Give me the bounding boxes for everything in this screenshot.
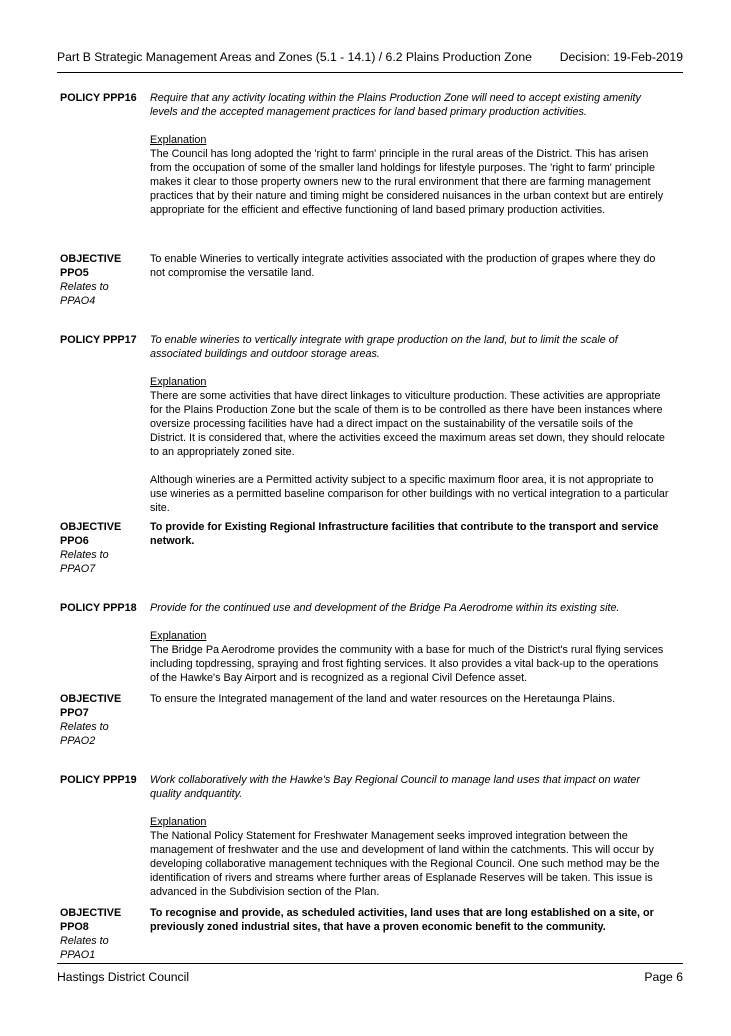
page-footer [57,963,683,990]
objective-ppo7 [60,692,670,747]
policy-text: Provide for the continued use and development of the Bridge Pa Aerodrome within its existing site. [150,602,620,614]
policy-label: POLICY PPP16 [60,92,137,104]
header-title: Part B Strategic Management Areas and Zones (5.1 - 14.1) / 6.2 Plains Production Zone [57,50,532,64]
policy-label: POLICY PPP17 [60,334,137,346]
relates-to-code: PPAO1 [60,949,96,961]
objective-code: PPO6 [60,535,89,547]
relates-to-label: Relates to [60,281,109,293]
relates-to-label: Relates to [60,935,109,947]
policy-label: POLICY PPP19 [60,774,137,786]
explanation-heading: Explanation [150,134,207,146]
explanation-heading: Explanation [150,630,207,642]
objective-code: PPO7 [60,707,89,719]
explanation-heading: Explanation [150,816,207,828]
page-number: Page 6 [644,970,683,984]
objective-ppo6 [60,520,670,575]
policy-text: Require that any activity locating within the Plains Production Zone will need to accept existing amenity levels and the accepted management practices for land based primary production activities. [150,92,641,118]
objective-label: OBJECTIVE [60,521,122,533]
explanation-text-2: Although wineries are a Permitted activity subject to a specific maximum floor area, it is not appropriate to use wineries as a permitted baseline comparison for other buildings with no vertical integration to a particular site. [150,474,669,514]
policy-text: To enable wineries to vertically integrate with grape production on the land, but to limit the scale of associated buildings and outdoor storage areas. [150,334,618,360]
policy-ppp18 [60,601,670,685]
footer-organisation: Hastings District Council [57,970,190,984]
relates-to-label: Relates to [60,549,109,561]
objective-code: PPO5 [60,267,89,279]
policy-ppp19 [60,773,670,899]
policy-label: POLICY PPP18 [60,602,137,614]
explanation-text: The Bridge Pa Aerodrome provides the community with a base for much of the District's rural flying services including topdressing, spraying and frost fighting services. It also provides a vital back-up to the operations of the Hawke's Bay Airport and is recognized as a regional Civil Defence asset. [150,644,664,684]
relates-to-label: Relates to [60,721,109,733]
objective-text: To enable Wineries to vertically integrate activities associated with the production of grapes where they do not compromise the versatile land. [150,253,656,279]
policy-text: Work collaboratively with the Hawke's Bay Regional Council to manage land uses that impact on water quality andquantity. [150,774,640,800]
objective-text: To recognise and provide, as scheduled activities, land uses that are long established on a site, or previously zoned industrial sites, that have a proven economic benefit to the community. [150,907,654,933]
objective-label: OBJECTIVE [60,693,122,705]
policy-ppp17 [60,333,670,515]
page-header [57,50,683,73]
header-decision-date: Decision: 19-Feb-2019 [559,50,683,64]
relates-to-code: PPAO4 [60,295,96,307]
explanation-text: The National Policy Statement for Freshwater Management seeks improved integration between the management of freshwater and the use and development of land within the catchments. This will occur by developing collaborative management techniques with the Regional Council. One such method may be the identification of rivers and streams where further areas of Esplanade Reserves will be taken. This issue is advanced in the Subdivision section of the Plan. [150,830,660,898]
relates-to-code: PPAO7 [60,563,96,575]
explanation-heading: Explanation [150,376,207,388]
relates-to-code: PPAO2 [60,735,96,747]
objective-ppo8 [60,906,670,961]
objective-text: To ensure the Integrated management of the land and water resources on the Heretaunga Plains. [150,693,616,705]
objective-label: OBJECTIVE [60,253,122,265]
objective-code: PPO8 [60,921,89,933]
objective-label: OBJECTIVE [60,907,122,919]
objective-text: To provide for Existing Regional Infrastructure facilities that contribute to the transport and service network. [150,521,659,547]
policy-ppp16 [60,91,670,217]
explanation-text: The Council has long adopted the 'right to farm' principle in the rural areas of the District. This has arisen from the occupation of some of the smaller land holdings for lifestyle purposes. The 'right to farm' principle makes it clear to those property owners new to the rural environment that there are farming management practices that by their nature and timing might be considered nuisances in the urban context but are entirely appropriate for the efficient and effective functioning of land based primary production activities. [150,148,664,216]
explanation-text: There are some activities that have direct linkages to viticulture production. These activities are appropriate for the Plains Production Zone but the scale of them is to be controlled as there have been instances where oversize processing facilities have had a direct impact on the sustainability of the versatile soils of the District. It is considered that, where the activities exceed the maximum areas set down, they should relocate to an appropriately zoned site. [150,390,665,458]
objective-ppo5 [60,252,670,307]
